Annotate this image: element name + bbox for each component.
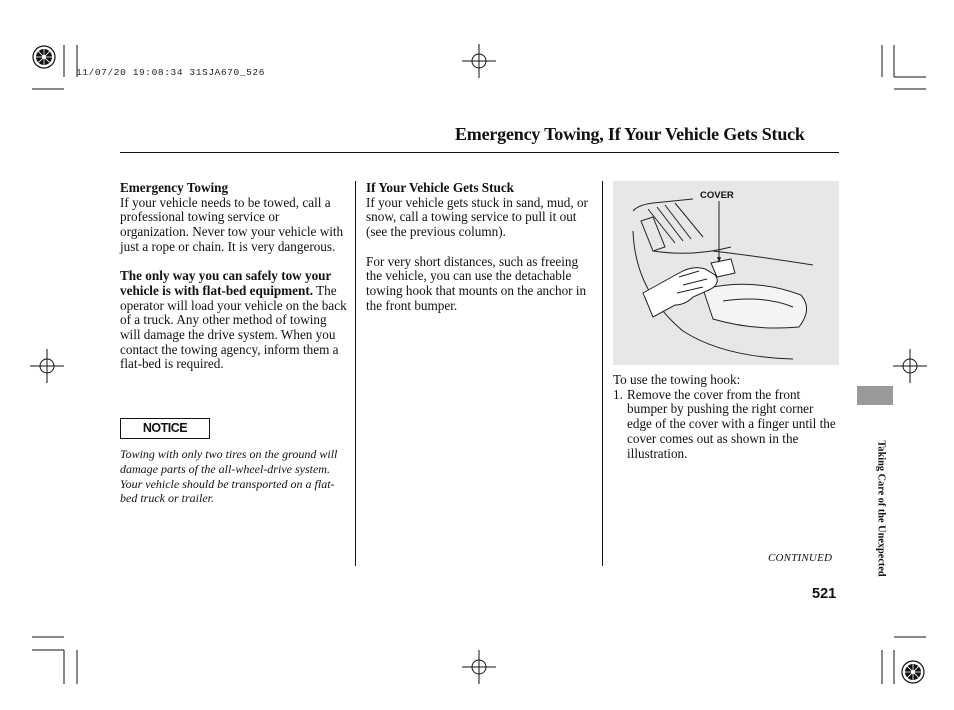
flat-bed-detail: The operator will load your vehicle on the back of a truck. Any other method of towing will damage the drive system. When you contact the towing agency, inform them a flat-bed is required. xyxy=(120,282,347,372)
step-number: 1. xyxy=(613,386,623,402)
section-tab-label: Taking Care of the Unexpected xyxy=(875,440,887,577)
page-number: 521 xyxy=(812,586,837,602)
section-tab xyxy=(857,386,893,405)
paragraph-flat-bed xyxy=(120,269,348,372)
column-emergency-towing xyxy=(120,181,348,372)
bumper-cover-illustration xyxy=(613,181,839,365)
notice-text: Towing with only two tires on the ground will damage parts of the all-wheel-drive system. Your vehicle should be transported on a flat-bed truck or trailer. xyxy=(120,447,338,506)
steps-intro: To use the towing hook: xyxy=(613,372,741,387)
notice-badge: NOTICE xyxy=(120,418,210,439)
paragraph-stuck: If your vehicle gets stuck in sand, mud, or snow, call a towing service to pull it out (see the previous column). xyxy=(366,194,588,240)
page-title: Emergency Towing, If Your Vehicle Gets Stuck xyxy=(455,124,805,144)
paragraph-towing-hook: For very short distances, such as freeing the vehicle, you can use the detachable towing hook that mounts on the anchor in the front bumper. xyxy=(366,253,587,313)
column-divider xyxy=(602,181,603,566)
column-towing-hook-steps xyxy=(613,373,841,461)
column-divider xyxy=(355,181,356,566)
bumper-drawing xyxy=(613,181,839,365)
section-heading-vehicle-stuck: If Your Vehicle Gets Stuck xyxy=(366,180,515,195)
flat-bed-emphasis: The only way you can safely tow your vehicle is with flat-bed equipment. xyxy=(120,268,332,298)
column-vehicle-stuck xyxy=(366,181,592,313)
paragraph-towing-service: If your vehicle needs to be towed, call a professional towing service or organization. Never tow your vehicle with just a rope or chain. It is very dangerous. xyxy=(120,194,344,254)
section-heading-emergency-towing: Emergency Towing xyxy=(120,180,229,195)
title-rule xyxy=(120,152,839,153)
cover-callout-label: COVER xyxy=(700,190,734,201)
step-item xyxy=(613,388,841,462)
step-text: Remove the cover from the front bumper by pushing the right corner edge of the cover with a finger until the cover comes out as shown in the illustration. xyxy=(627,386,836,461)
continued-marker: CONTINUED xyxy=(768,552,833,564)
print-code: 11/07/20 19:08:34 31SJA670_526 xyxy=(76,67,266,78)
